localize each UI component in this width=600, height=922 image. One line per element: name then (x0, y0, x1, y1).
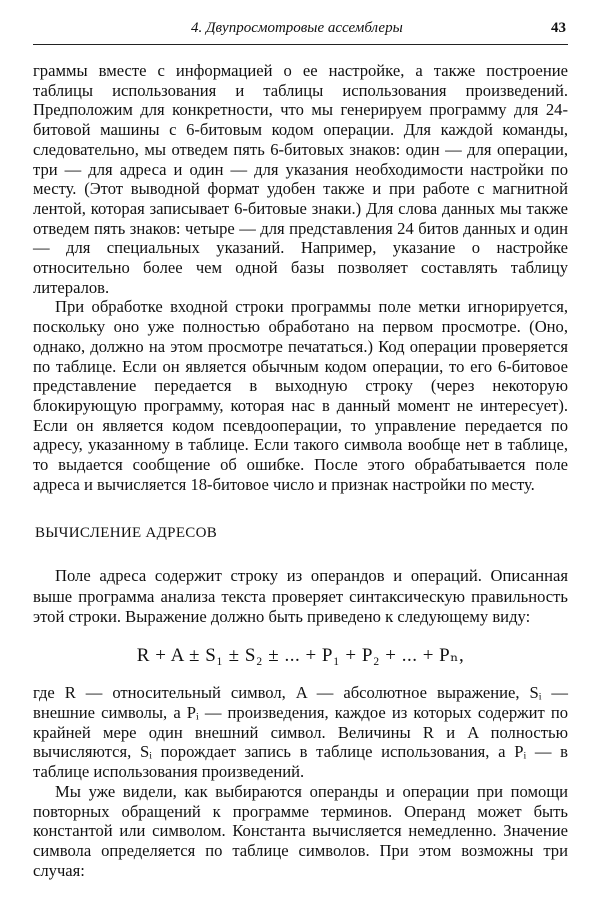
running-title: 4. Двупросмотровые ассемблеры (191, 20, 403, 36)
section-heading: ВЫЧИСЛЕНИЕ АДРЕСОВ (35, 525, 218, 542)
page-body (33, 61, 568, 880)
paragraph-continued: граммы вместе с информацией о ее настройке, а также построение таблицы использования и таблицы использования произведений. Предположим для конкретности, что мы генерируем программу для 24-битовой машины с 6-битовым кодом операции. Для каждой команды, следовательно, мы отведем пять 6-битовых знаков: один — для операции, три — для адреса и один — для указания необходимости настройки по месту. (Этот выводной формат удобен также и при работе с магнитной лентой, которая записывает 6-битовые знаки.) Для слова данных мы также отведем пять знаков: четыре — для представления 24 битов данных и один — для специальных указаний. Например, указание о настройке относительно более чем одной базы позволяет составлять таблицу литералов. (33, 61, 568, 297)
page-number: 43 (551, 20, 566, 36)
paragraph-input-processing: При обработке входной строки программы поле метки игнорируется, поскольку оно уже полностью обработано на первом просмотре. (Оно, однако, должно на этом просмотре печататься.) Код операции проверяется по таблице. Если он является обычным кодом операции, то его 6-битовое представление передается в выходную строку (через некоторую блокирующую программу, которая нас в данный момент не интересует). Если он является кодом псевдооперации, то управление передается по адресу, указанному в таблице. Если такого символа вообще нет в таблице, то выдается сообщение об ошибке. После этого обрабатывается поле адреса и вычисляется 18-битовое число и признак настройки по месту. (33, 297, 568, 494)
address-expression-formula: R + A ± S₁ ± S₂ ± ... + P₁ + P₂ + ... + Pₙ, (136, 644, 465, 666)
paragraph-symbol-definitions: где R — относительный символ, A — абсолютное выражение, Sᵢ — внешние символы, а Pᵢ — произведения, каждое из которых содержит по крайней мере один внешний символ. Величины R и A полностью вычисляются, Sᵢ порождает запись в таблице использования, а Pᵢ — в таблице использования произведений. (33, 683, 568, 782)
book-page (33, 18, 568, 880)
paragraph-address-field: Поле адреса содержит строку из операндов и операций. Описанная выше программа анализа текста проверяет синтаксическую правильность этой строки. Выражение должно быть приведено к следующему виду: (33, 566, 568, 627)
paragraph-operand-evaluation: Мы уже видели, как выбираются операнды и операции при помощи повторных обращений к программе терминов. Операнд может быть константой или символом. Константа вычисляется немедленно. Значение символа определяется по таблице символов. При этом возможны три случая: (33, 781, 568, 880)
running-header (33, 18, 568, 45)
